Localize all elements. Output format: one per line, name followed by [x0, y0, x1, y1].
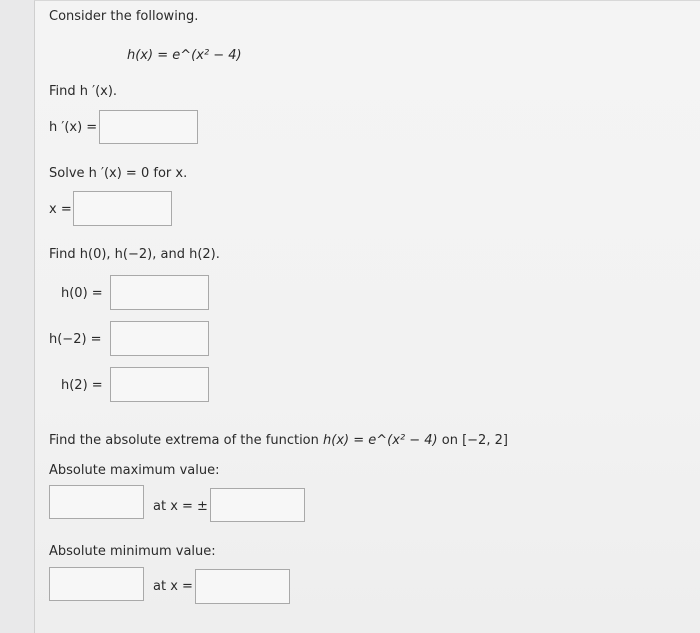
problem-panel [34, 0, 700, 633]
abs-max-label: Absolute maximum value: [49, 463, 220, 478]
abs-max-at-label: at x = ± [153, 499, 208, 514]
h0-input[interactable] [110, 275, 209, 310]
q4-interval: on [−2, 2] [441, 433, 508, 448]
abs-max-x-input[interactable] [210, 488, 305, 522]
q4-prompt-line [49, 433, 508, 448]
h0-label: h(0) = [61, 286, 103, 301]
q1-label: h ′(x) = [49, 120, 98, 135]
h2-label: h(2) = [61, 378, 103, 393]
h-prime-input[interactable] [99, 110, 198, 144]
abs-min-value-input[interactable] [49, 567, 144, 601]
q1-prompt: Find h ′(x). [49, 84, 118, 99]
function-definition: h(x) = e^(x² − 4) [127, 48, 242, 63]
hm2-input[interactable] [110, 321, 209, 356]
q3-prompt: Find h(0), h(−2), and h(2). [49, 247, 220, 262]
q2-label: x = [49, 202, 72, 217]
abs-max-value-input[interactable] [49, 485, 144, 519]
abs-min-x-input[interactable] [195, 569, 290, 604]
q4-prompt: Find the absolute extrema of the function [49, 433, 319, 448]
abs-min-at-label: at x = [153, 579, 193, 594]
heading: Consider the following. [49, 9, 199, 24]
q4-function: h(x) = e^(x² − 4) [323, 433, 438, 448]
hm2-label: h(−2) = [49, 332, 102, 347]
q2-prompt: Solve h ′(x) = 0 for x. [49, 166, 188, 181]
abs-min-label: Absolute minimum value: [49, 544, 216, 559]
critical-x-input[interactable] [73, 191, 172, 226]
h2-input[interactable] [110, 367, 209, 402]
